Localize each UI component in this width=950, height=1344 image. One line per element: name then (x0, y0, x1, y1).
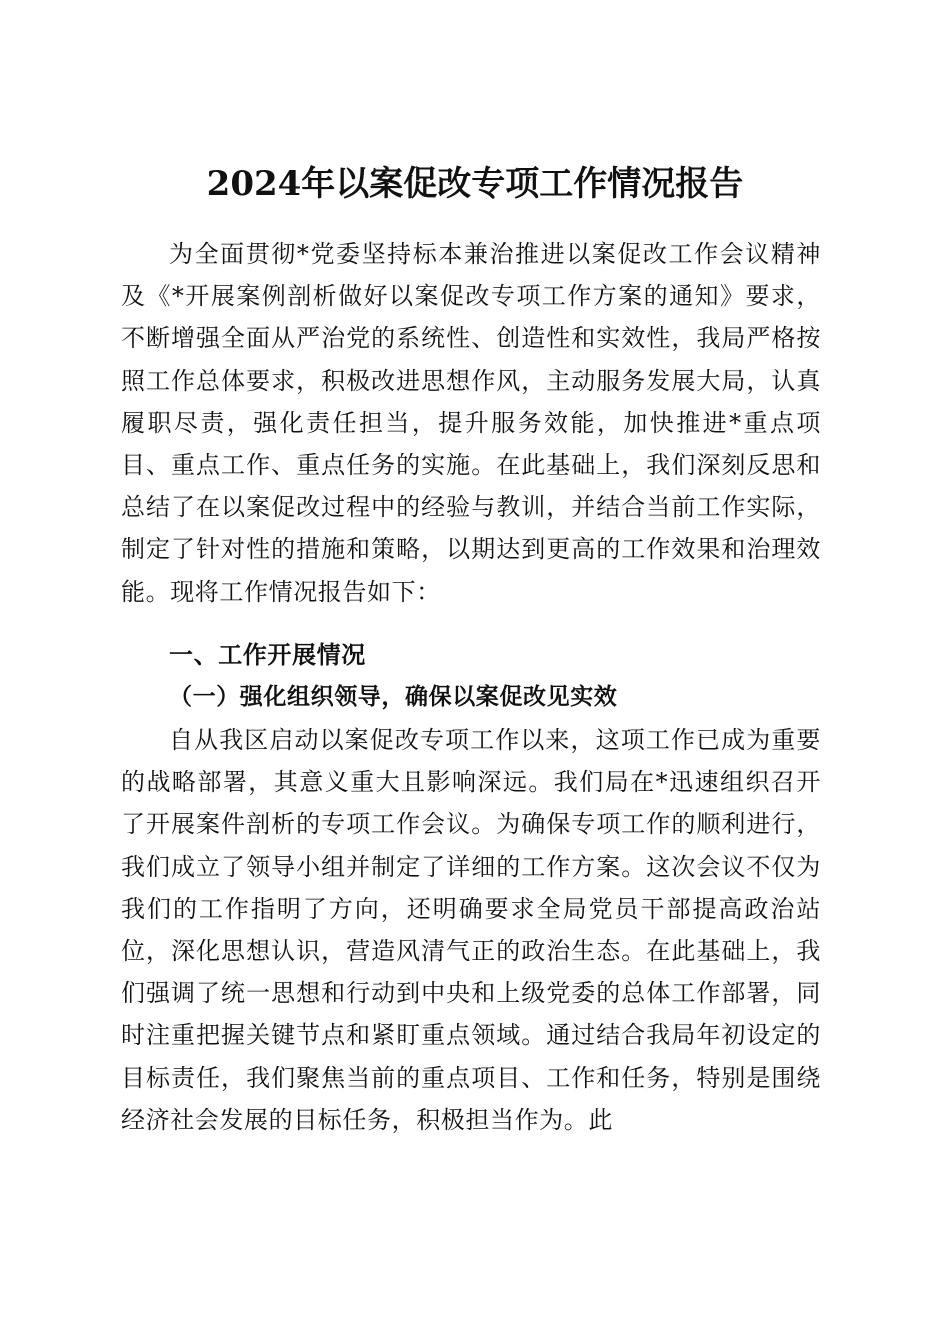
intro-paragraph: 为全面贯彻*党委坚持标本兼治推进以案促改工作会议精神及《*开展案例剖析做好以案促改专项工作方案的通知》要求，不断增强全面从严治党的系统性、创造性和实效性，我局严格按照工作总体要求，积极改进思想作风，主动服务发展大局，认真履职尽责，强化责任担当，提升服务效能，加快推进*重点项目、重点工作、重点任务的实施。在此基础上，我们深刻反思和总结了在以案促改过程中的经验与教训，并结合当前工作实际，制定了针对性的措施和策略，以期达到更高的工作效果和治理效能。现将工作情况报告如下： (121, 240, 821, 606)
document-title: 2024年以案促改专项工作情况报告 (206, 163, 744, 204)
section-paragraph: 自从我区启动以案促改专项工作以来，这项工作已成为重要的战略部署，其意义重大且影响深远。我们局在*迅速组织召开了开展案件剖析的专项工作会议。为确保专项工作的顺利进行，我们成立了领导小组并制定了详细的工作方案。这次会议不仅为我们的工作指明了方向，还明确要求全局党员干部提高政治站位，深化思想认识，营造风清气正的政治生态。在此基础上，我们强调了统一思想和行动到中央和上级党委的总体工作部署，同时注重把握关键节点和紧盯重点领域。通过结合我局年初设定的目标责任，我们聚焦当前的重点项目、工作和任务，特别是围绕经济社会发展的目标任务，积极担当作为。此 (121, 726, 821, 1134)
section-heading: 一、工作开展情况 (169, 641, 366, 669)
subsection-heading: （一）强化组织领导，确保以案促改见实效 (169, 684, 618, 710)
